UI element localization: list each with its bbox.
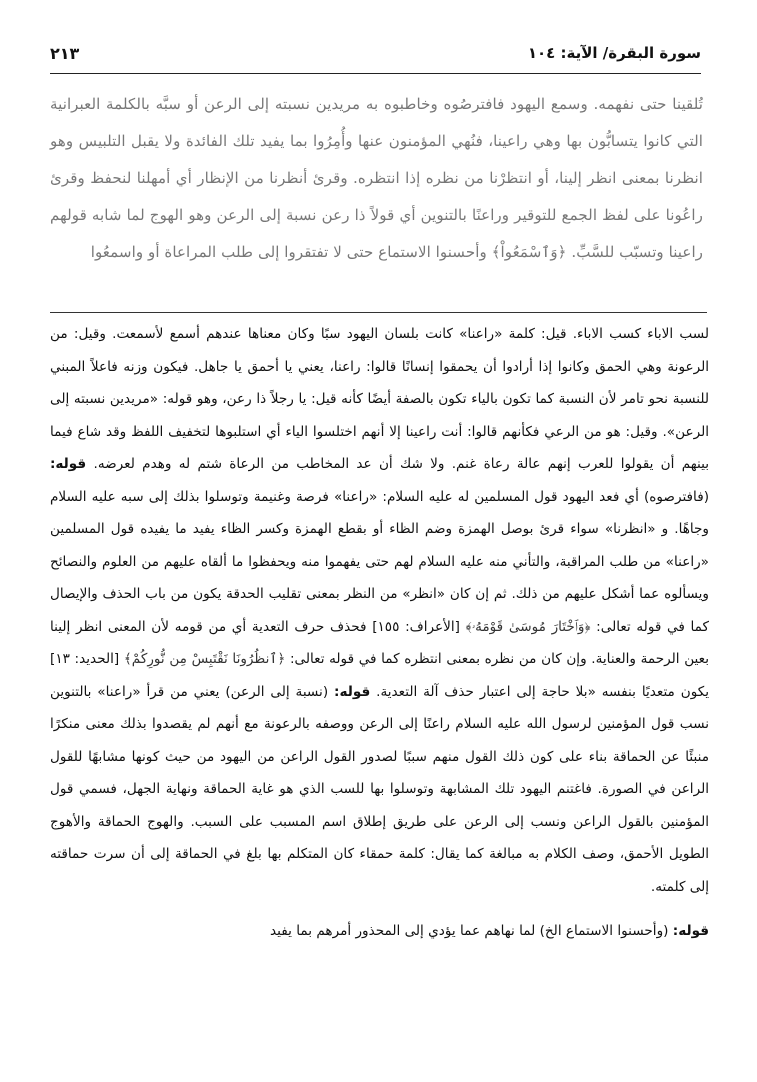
commentary-text: (فافترصوه) أي فعد اليهود قول المسلمين له عليه السلام: «راعنا» فرصة وغنيمة وتوسلوا بذلك إلى سبه عليه السلام وجاهًا. و «انظرنا» سواء قرئ بوصل الهمزة وضم الظاء أو بقطع الهمزة وكسر الظاء يفيد ما يفيده قول المسلمين «راعنا» من طلب المراقبة، والتأني منه عليه السلام لهم حتى يفهموا منه ويحفظوا ما ألقاه عليهم من العلوم والنصائح ويسألوه عما أشكل عليهم من ذلك. ثم إن كان «انظر» من النظر بمعنى تقليب الحدقة يكون من باب الحذف والإيصال كما في قوله تعالى: bbox=[50, 488, 709, 635]
keyword-qawluhu: قوله: bbox=[334, 683, 371, 700]
commentary-text: (وأحسنوا الاستماع الخ) لما نهاهم عما يؤدي إلى المحذور أمرهم بما يفيد bbox=[270, 923, 669, 939]
quran-citation: ﴿ٱنظُرُونَا نَقْتَبِسْ مِن نُّورِكُمْ﴾ bbox=[123, 651, 286, 667]
quran-citation: ﴿وَٱخْتَارَ مُوسَىٰ قَوْمَهُۥ﴾ bbox=[465, 618, 591, 635]
keyword-qawluhu: قوله: bbox=[50, 456, 87, 472]
commentary-text: [الحديد: ١٣] يكون متعديًا بنفسه «بلا حاجة إلى اعتبار حذف آلة التعدية. bbox=[50, 651, 710, 700]
commentary-paragraph-2 bbox=[50, 915, 709, 948]
page-header bbox=[50, 36, 701, 76]
commentary-text: لسب الاباء كسب الاباء. قيل: كلمة «راعنا» كانت بلسان اليهود سبًا وكان معناها عندهم أسمع لأسمعت. وقيل: من الرعونة وهي الحمق وكانوا إذا أرادوا أن يحمقوا إنسانًا قالوا: راعنا، يعني يا أحمق يا جاهل. فيكون وزنه فاعلاً المبني للنسبة نحو تامر لأن النسبة كما تكون بالياء تكون بالصفة أيضًا كأنه قيل: يا رجلاً ذا رعن، وهو قوله: «مريدين نسبته إلى الرعن». وقيل: هو من الرعي فكأنهم قالوا: أنت راعينا إلا أنهم اختلسوا الياء أي استلبوها لتخفيف اللفظ وقد شاع فيما بينهم أن يقولوا للعرب إنهم عالة رعاة غنم. ولا شك أن عد المخاطب من الرعاة شتم له وهدم لعرضه. bbox=[50, 326, 709, 472]
page-number: ٢١٣ bbox=[50, 44, 80, 63]
main-text-block bbox=[50, 86, 703, 308]
header-rule bbox=[50, 73, 701, 74]
running-title: سورة البقرة/ الآية: ١٠٤ bbox=[527, 44, 701, 62]
main-text: تُلقينا حتى نفهمه. وسمع اليهود فافترصُوه وخاطبوه به مريدين نسبته إلى الرعن أو سبَّه بالكلمة العبرانية التي كانوا يتسابُّون بها وهي راعينا، فنُهي المؤمنون عنها وأُمِرُوا بما يفيد تلك الفائدة ولا يقبل التلبيس وهو انظرنا بمعنى انظر إلينا، أو انتظرْنا من نظره إذا انتظره. وقرئ أنظرنا من الإنظار أي أمهلنا لنحفظ وقرئ راعُونا على لفظ الجمع للتوقير وراعنًا بالتنوين أي قولاً ذا رعن نسبة إلى الرعن وهو الهوج لما شابه قولهم راعينا وتسبّب للسَّبِّ. ﴿وَٱسْمَعُواْ﴾ وأحسنوا الاستماع حتى لا تفتقروا إلى طلب المراعاة أو واسمعُوا bbox=[50, 95, 703, 261]
commentary-text: (نسبة إلى الرعن) يعني من قرأ «راعنا» بالتنوين نسب قول المؤمنين لرسول الله عليه السلام راعنًا إلى الرعن ووصفه بالرعونة مع أنهم لم يقصدوا بذلك معنى منكرًا منبئًا عن الحماقة بناء على كون ذلك القول منهم سببًا لصدور القول الراعن من اليهود من حيث كونها مشابهًا للقول الراعن في الصورة. فاغتنم اليهود تلك المشابهة وتوسلوا بها للسب الذي هو غاية الحماقة ونهاية الجهل، فسمي قول المؤمنين بالقول الراعن ونسب إلى الرعن على طريق إطلاق اسم المسبب على السبب. والهوج الحماقة والأهوج الطويل الأحمق، وصف الكلام به مبالغة كما يقال: كلمة حمقاء كان المتكلم بها بلغ في الحماقة إلى أن سرت حماقته إلى كلمته. bbox=[50, 683, 709, 895]
commentary-paragraph-1 bbox=[50, 318, 709, 903]
commentary-block bbox=[50, 318, 709, 948]
section-divider bbox=[50, 312, 707, 313]
keyword-qawluhu: قوله: bbox=[672, 923, 709, 939]
commentary-text: [الأعراف: ١٥٥] فحذف حرف التعدية أي من قومه لأن المعنى انظر إلينا بعين الرحمة والعناية. وإن كان من نظره بمعنى انتظره كما في قوله تعالى: bbox=[50, 618, 709, 667]
